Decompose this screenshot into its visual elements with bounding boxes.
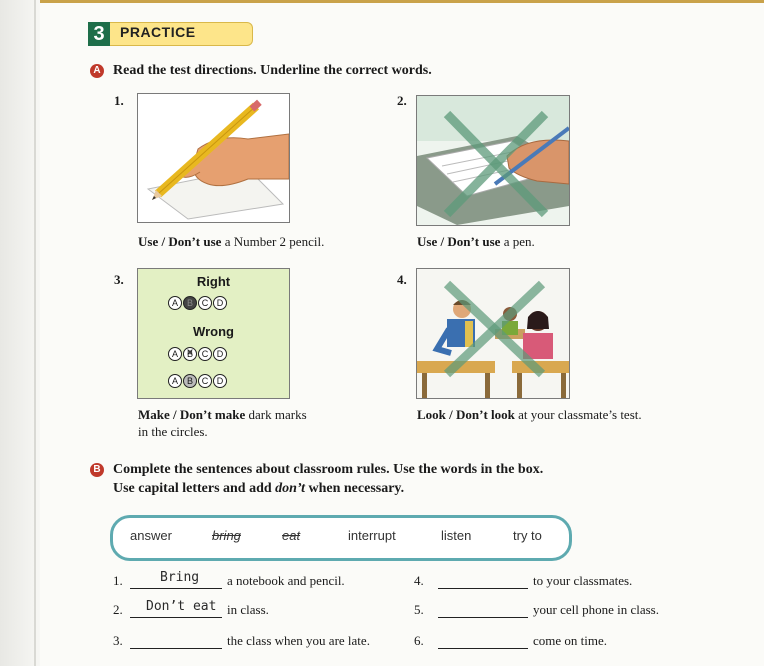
item-1-choice-1[interactable]: Use: [138, 234, 159, 249]
sentence-4-text: to your classmates.: [533, 573, 633, 588]
looking-at-classmate-illustration: [416, 268, 570, 399]
sentence-1-blank: [130, 588, 222, 589]
sentence-3-text: the class when you are late.: [227, 633, 370, 648]
item-2-choice-1[interactable]: Use: [417, 234, 438, 249]
sentence-2-blank: [130, 617, 222, 618]
bubble-b-filled: B: [183, 296, 197, 310]
answer-card: [137, 268, 290, 399]
instruction-text: Use capital letters and add: [113, 481, 276, 496]
item-1-rest: a Number 2 pencil.: [221, 234, 325, 249]
wrong-bubble-row-1: [168, 344, 228, 362]
part-b-badge: B: [90, 463, 104, 477]
part-b-instruction-line-2: [113, 481, 404, 497]
item-1-separator: /: [158, 234, 169, 249]
wrong-label: Wrong: [193, 324, 234, 339]
instruction-emphasis: don’t: [275, 481, 305, 496]
item-4-choice-1[interactable]: Look: [417, 407, 446, 422]
sentence-2-answer[interactable]: Don’t eat: [146, 599, 217, 614]
bubble-c: C: [198, 347, 212, 361]
item-3-rest: dark marks: [245, 407, 307, 422]
sentence-1-answer[interactable]: Bring: [160, 570, 200, 585]
item-2-caption: [417, 233, 535, 250]
book-spine: [34, 0, 36, 666]
item-4-choice-2[interactable]: Don’t look: [456, 407, 515, 422]
top-rule: [40, 0, 764, 3]
word-try-to: try to: [513, 528, 542, 543]
word-interrupt: interrupt: [348, 528, 396, 543]
right-bubble-row: [168, 293, 228, 311]
item-3-separator: /: [169, 407, 180, 422]
item-2-separator: /: [437, 234, 448, 249]
part-b-instruction-line-1: Complete the sentences about classroom rules. Use the words in the box.: [113, 462, 544, 477]
word-eat-crossed: eat: [282, 528, 301, 543]
right-label: Right: [196, 274, 231, 289]
pen-test-illustration: [416, 95, 570, 226]
item-4-caption: [417, 406, 642, 423]
item-2-number: 2.: [397, 93, 407, 108]
bubble-c: C: [198, 296, 212, 310]
word-listen: listen: [441, 528, 472, 543]
item-3-caption: [138, 406, 307, 440]
sentence-5-number: 5.: [414, 602, 424, 617]
part-a-badge: A: [90, 64, 104, 78]
bubble-d: D: [213, 296, 227, 310]
word-answer: answer: [130, 528, 172, 543]
sentence-4-blank[interactable]: [438, 588, 528, 589]
item-2-choice-2[interactable]: Don’t use: [447, 234, 501, 249]
sentence-4-number: 4.: [414, 573, 424, 588]
item-2-rest: a pen.: [500, 234, 535, 249]
item-3-rest-line-2: in the circles.: [138, 424, 208, 439]
pencil-hand-illustration: [137, 93, 290, 223]
bubble-a: A: [168, 347, 182, 361]
sentence-6-blank[interactable]: [438, 648, 528, 649]
sentence-1-text: a notebook and pencil.: [227, 573, 345, 588]
item-3-choice-1[interactable]: Make: [138, 407, 170, 422]
bubble-a: A: [168, 374, 182, 388]
word-bring-crossed: bring: [212, 528, 241, 543]
sentence-5-text: your cell phone in class.: [533, 602, 659, 617]
sentence-5-blank[interactable]: [438, 617, 528, 618]
sentence-6-number: 6.: [414, 633, 424, 648]
part-a-instruction: Read the test directions. Underline the correct words.: [113, 63, 432, 78]
item-1-caption: [138, 233, 324, 250]
bubble-a: A: [168, 296, 182, 310]
item-3-choice-2[interactable]: Don’t make: [179, 407, 246, 422]
item-1-choice-2[interactable]: Don’t use: [168, 234, 222, 249]
item-4-separator: /: [445, 407, 457, 422]
bubble-c: C: [198, 374, 212, 388]
sentence-6-text: come on time.: [533, 633, 608, 648]
instruction-text-end: when necessary.: [305, 481, 405, 496]
bubble-d: D: [213, 374, 227, 388]
item-4-rest: at your classmate’s test.: [514, 407, 642, 422]
sentence-3-number: 3.: [113, 633, 123, 648]
item-3-number: 3.: [114, 272, 124, 287]
item-4-number: 4.: [397, 272, 407, 287]
section-number: 3: [88, 22, 110, 46]
sentence-2-text: in class.: [227, 602, 269, 617]
sentence-2-number: 2.: [113, 602, 123, 617]
bubble-b-crossed: B ×: [183, 347, 197, 361]
wrong-bubble-row-2: [168, 371, 228, 389]
sentence-3-blank[interactable]: [130, 648, 222, 649]
item-1-number: 1.: [114, 93, 124, 108]
sentence-1-number: 1.: [113, 573, 123, 588]
section-title: PRACTICE: [120, 24, 196, 40]
bubble-d: D: [213, 347, 227, 361]
word-box: [110, 515, 572, 561]
bubble-b-light: B: [183, 374, 197, 388]
